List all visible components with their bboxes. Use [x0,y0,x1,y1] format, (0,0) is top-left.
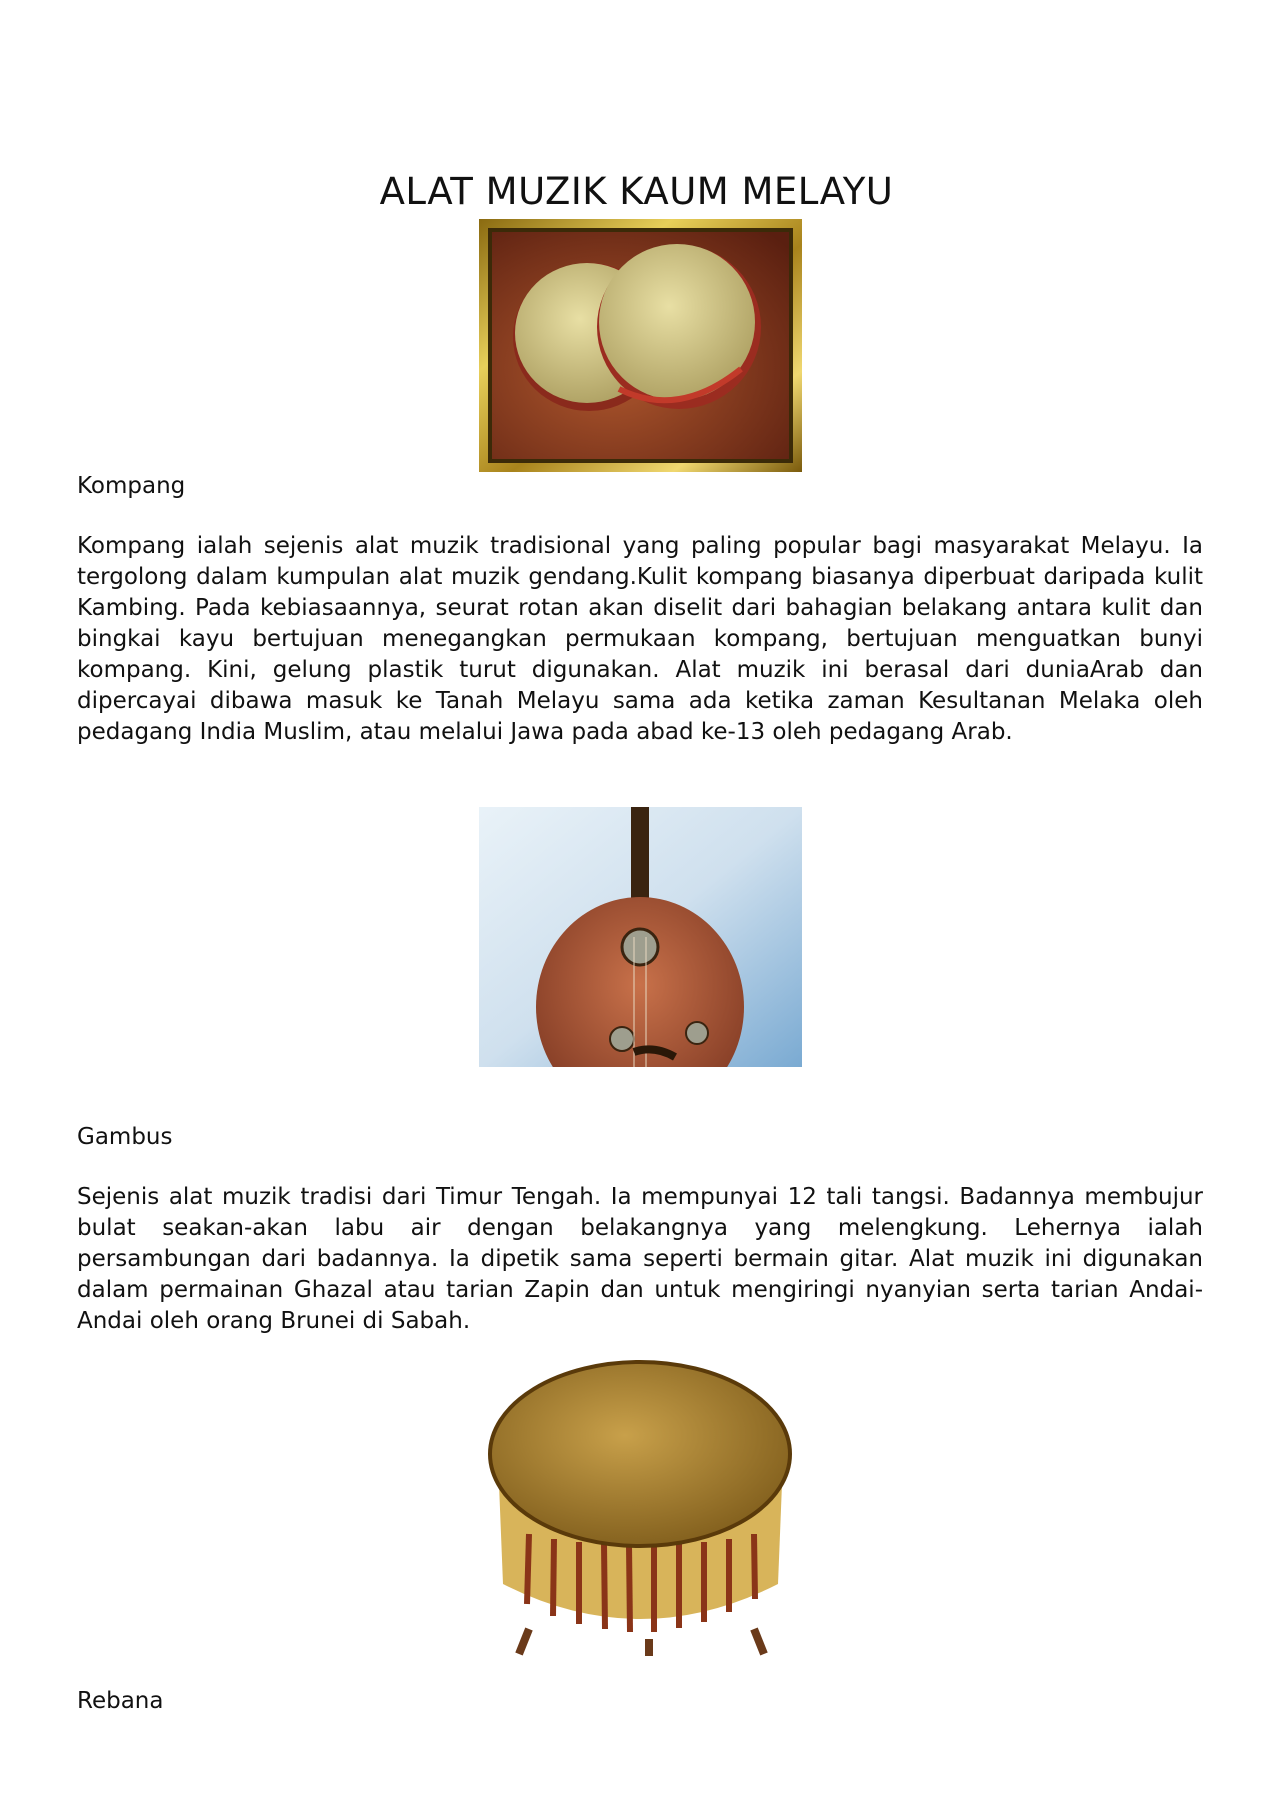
gambus-image [479,807,802,1067]
page-title: ALAT MUZIK KAUM MELAYU [379,170,894,213]
section-heading-kompang: Kompang [77,473,186,499]
rebana-image [479,1354,802,1656]
kompang-description: Kompang ialah sejenis alat muzik tradisional yang paling popular bagi masyarakat Melayu. Ia tergolong dalam kumpulan alat muzik gendang.Kulit kompang biasanya diperbuat daripada kulit Kambing. Pada kebiasaannya, seurat rotan akan diselit dari bahagian belakang antara kulit dan bingkai kayu bertujuan menegangkan permukaan kompang, bertujuan menguatkan bunyi kompang. Kini, gelung plastik turut digunakan. Alat muzik ini berasal dari duniaArab dan dipercayai dibawa masuk ke Tanah Melayu sama ada ketika zaman Kesultanan Melaka oleh pedagang India Muslim, atau melalui Jawa pada abad ke-13 oleh pedagang Arab. [77,533,1203,745]
kompang-image [479,219,802,472]
gambus-description: Sejenis alat muzik tradisi dari Timur Tengah. Ia mempunyai 12 tali tangsi. Badannya membujur bulat seakan-akan labu air dengan belakangnya yang melengkung. Lehernya ialah persambungan dari badannya. Ia dipetik sama seperti bermain gitar. Alat muzik ini digunakan dalam permainan Ghazal atau tarian Zapin dan untuk mengiringi nyanyian serta tarian Andai-Andai oleh orang Brunei di Sabah. [77,1184,1203,1334]
section-heading-gambus: Gambus [77,1124,173,1150]
section-heading-rebana: Rebana [77,1688,164,1714]
